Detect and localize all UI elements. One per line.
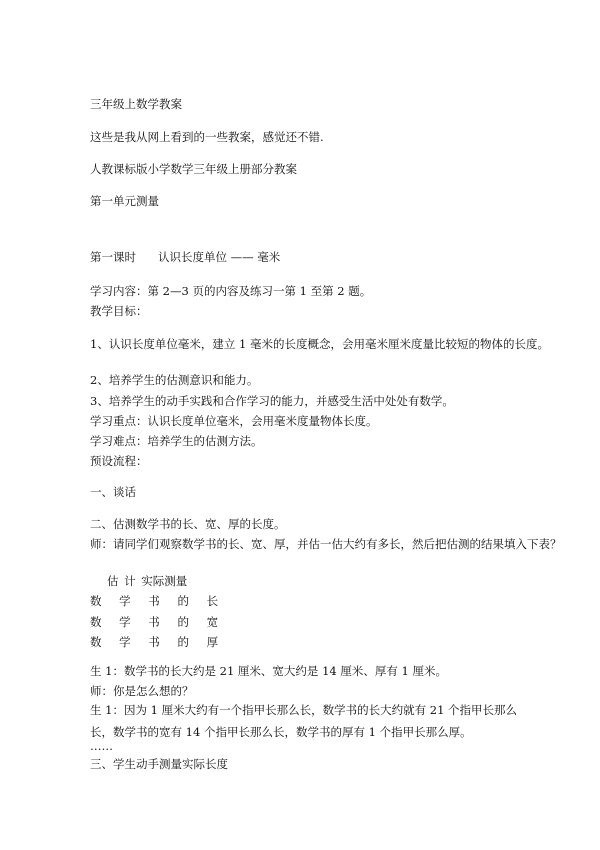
learning-content: 学习内容：第 2—3 页的内容及练习一第 1 至第 2 题。 [90,284,372,298]
subtitle: 人教课标版小学数学三年级上册部分教案 [90,162,297,176]
lesson-number: 第一课时 [90,250,136,264]
difficulty: 学习难点：培养学生的估测方法。 [90,434,263,448]
intro-text: 这些是我从网上看到的一些教案，感觉还不错. [90,130,324,144]
unit-heading: 第一单元测量 [90,194,159,208]
step-heading: 三、学生动手测量实际长度 [90,757,228,771]
student-answer: 生 1：因为 1 厘米大约有一个指甲长那么长，数学书的长大约就有 21 个指甲长那么长，数学书的宽有 14 个指甲长那么长，数学书的厚有 1 个指甲长那么厚。 [90,703,518,739]
teacher-question: 师：请同学们观察数学书的长、宽、厚，并估一估大约有多长，然后把估测的结果填入下表？ [90,537,562,551]
goal-item: 2、培养学生的估测意识和能力。 [90,373,259,387]
step-heading: 二、估测数学书的长、宽、厚的长度。 [90,517,286,531]
goal-item: 3、培养学生的动手实践和合作学习的能力，并感受生活中处处有数学。 [90,394,454,408]
goal-item: 1、认识长度单位毫米，建立 1 毫米的长度概念，会用毫米厘米度量比较短的物体的长度。 [90,337,549,351]
ellipsis: …… [90,739,113,753]
lesson-heading [90,251,280,265]
lesson-title: 认识长度单位 —— 毫米 [158,250,281,264]
teacher-question: 师：你是怎么想的？ [90,684,194,698]
table-row: 数 学 书 的 宽 [90,615,226,629]
step-heading: 一、谈话 [90,485,136,499]
key-point: 学习重点：认识长度单位毫米，会用毫米度量物体长度。 [90,414,378,428]
process-label: 预设流程： [90,454,148,468]
table-row: 数 学 书 的 厚 [90,635,226,649]
document-title: 三年级上数学教案 [90,97,182,111]
goals-label: 教学目标： [90,304,148,318]
student-answer: 生 1：数学书的长大约是 21 厘米、宽大约是 14 厘米、厚有 1 厘米。 [90,664,447,678]
table-header: 估 计 实际测量 [107,574,188,588]
table-row: 数 学 书 的 长 [90,594,226,608]
